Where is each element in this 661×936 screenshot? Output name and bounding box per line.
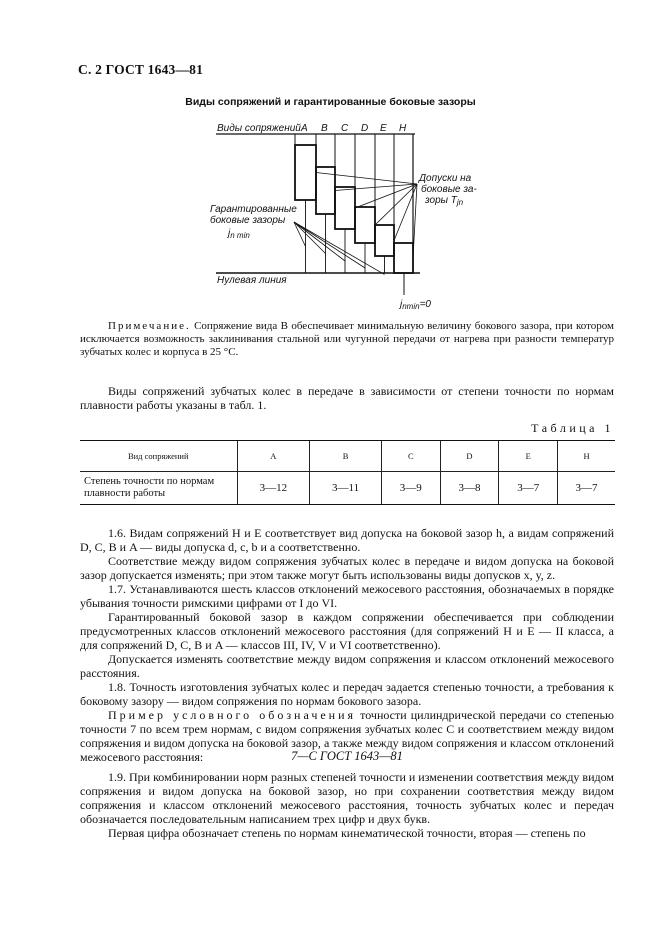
tolerance-box [335,187,355,229]
label-tolerance-line3: зоры $T_{jn}$ [425,195,464,207]
paragraph-1-7: 1.7. Устанавливаются шесть классов отклонений межосевого расстояния, обозначаемых в порядке убывания точности римскими цифрами от I до VI. [80,582,614,610]
designation-example: 7—C ГОСТ 1643—81 [291,749,403,763]
example-text: точности цилиндрической передачи со степенью точности 7 по всем трем нормам, с видом сопряжения зубчатых колес C и соответствием между видом сопряжения и видом допуска на боковой зазор, а также между видом сопряжения и классом отклонений межосевого расстояния: [80,708,614,764]
paragraph-1-9b: Первая цифра обозначает степень по нормам кинематической точности, вторая — степень по [108,826,586,840]
table-header-cell: A [237,441,310,472]
column-label: A [301,123,308,134]
tolerance-box [295,145,316,200]
leader-tolerance [316,173,417,185]
diagram-column-labels [300,123,407,134]
table-label: Таблица 1 [531,421,614,435]
table-header-cell: B [310,441,382,472]
clearance-diagram [0,110,661,315]
table-header-cell: H [558,441,615,472]
table-header-cell: C [381,441,440,472]
page-header: С. 2 ГОСТ 1643—81 [78,62,204,77]
paragraph-1-7c: Допускается изменять соответствие между видом сопряжения и классом отклонений межосевого расстояния. [80,652,614,680]
label-tolerance-line1: Допуски на [419,173,472,184]
paragraph-1-8: 1.8. Точность изготовления зубчатых колес и передач задается степенью точности, а требования к боковому зазору — видом сопряжения по нормам бокового зазора. [80,680,614,708]
leader-tolerance [355,184,417,208]
table-row-header: Степень точности по нормам плавности работы [80,472,237,505]
intro-paragraph: Виды сопряжений зубчатых колес в передаче в зависимости от степени точности по нормам плавности работы указаны в табл. 1. [80,384,614,412]
paragraph-1-6: 1.6. Видам сопряжений H и E соответствует вид допуска на боковой зазор h, а видам сопряжений D, C, B и A — виды допуска d, c, b и a соответственно. [80,526,614,554]
column-label: D [361,123,369,134]
leader-guaranteed [294,222,345,261]
example-label: Пример условного обозначения [108,708,357,722]
label-guaranteed-line2: боковые зазоры [210,215,286,226]
column-label: E [380,123,387,134]
paragraph-1-6b: Соответствие между видом сопряжения зубчатых колес в передаче и видом допуска на боковой зазор допускается изменять; при этом также могут быть использованы виды допусков x, y, z. [80,554,614,582]
table-header-row [80,441,615,472]
table-cell: 3—8 [440,472,499,505]
paragraph-1-9: 1.9. При комбинировании норм разных степеней точности и изменении соответствия между видом сопряжения и видом допуска на боковой зазор, но при сохранении соответствия между видом сопряжения и классом отклонений межосевого расстояния, точность зубчатых колес и передач обозначается последовательным написанием трех цифр и двух букв. [80,770,614,826]
diagram-tolerance-boxes [295,145,413,273]
table-1 [80,440,615,505]
label-zero-line: Нулевая линия [217,275,287,286]
note-text: Сопряжение вида B обеспечивает минимальную величину бокового зазора, при котором исключается возможность заклинивания стальной или чугунной передачи от нагрева при разности температур зубчатых колес и корпуса в 25 °С. [80,320,614,358]
figure-note [80,320,614,359]
column-label: B [321,123,328,134]
label-guaranteed-line3: $j_{n min}$ [228,228,250,240]
tolerance-box [375,225,394,256]
figure-title: Виды сопряжений и гарантированные боковые зазоры [185,96,476,108]
note-label: Примечание. [108,320,191,332]
label-jnmin-zero: $j_{nmin}=0$ [400,299,431,311]
label-guaranteed-line1: Гарантированные [210,204,297,215]
table-cell: 3—9 [381,472,440,505]
label-tolerance-line2: боковые за- [421,184,477,195]
table-header-cell: Вид сопряжений [80,441,237,472]
tolerance-box [355,207,375,243]
table-cell: 3—7 [558,472,615,505]
paragraph-1-7b: Гарантированный боковой зазор в каждом сопряжении обеспечивается при соблюдении предусмотренных классов отклонений межосевого расстояния (для сопряжений H и E — II класса, а для сопряжений D, C, B и A — классов III, IV, V и VI соответственно). [80,610,614,652]
label-mating-types: Виды сопряжений [217,123,301,134]
column-label: H [399,123,407,134]
table-header-cell: E [499,441,558,472]
table-cell: 3—7 [499,472,558,505]
column-label: C [341,123,349,134]
table-cell: 3—12 [237,472,310,505]
table-header-cell: D [440,441,499,472]
table-row [80,472,615,505]
table-cell: 3—11 [310,472,382,505]
tolerance-box [394,243,413,273]
leader-tolerance [375,184,417,225]
